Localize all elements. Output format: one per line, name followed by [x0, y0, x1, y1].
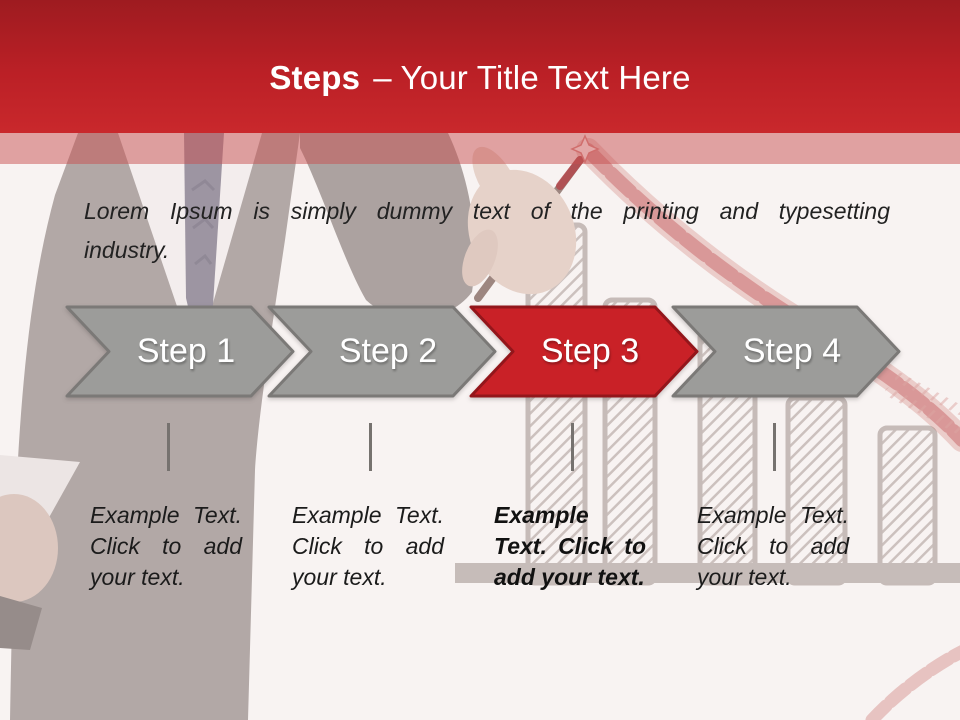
- step-label: Step 2: [338, 332, 438, 370]
- title-emphasis: Steps: [269, 59, 361, 96]
- title-bar: [0, 0, 960, 133]
- intro-text[interactable]: [84, 192, 890, 270]
- step-description-4[interactable]: Example Text. Click to add your text.: [697, 502, 849, 590]
- step-description-1[interactable]: Example Text. Click to add your text.: [90, 502, 242, 590]
- step-chevron-2[interactable]: [267, 305, 497, 398]
- intro-line-2: industry.: [84, 237, 170, 263]
- pink-overlay-band: [0, 133, 960, 164]
- step-label: Step 4: [742, 332, 842, 370]
- slide-title[interactable]: [0, 57, 960, 99]
- step-description-2[interactable]: Example Text. Click to add your text.: [292, 502, 444, 590]
- step-description-3[interactable]: Example Text. Click to add your text.: [494, 502, 646, 590]
- step-chevron-3[interactable]: [469, 305, 699, 398]
- step-label: Step 1: [136, 332, 236, 370]
- step-chevron-1[interactable]: [65, 305, 295, 398]
- title-rest: – Your Title Text Here: [373, 59, 691, 96]
- step-connector-line-4: [773, 423, 776, 471]
- step-label: Step 3: [540, 332, 640, 370]
- step-connector-line-2: [369, 423, 372, 471]
- step-connector-line-3: [571, 423, 574, 471]
- step-connector-line-1: [167, 423, 170, 471]
- step-chevron-4[interactable]: [671, 305, 901, 398]
- intro-line-1: Lorem Ipsum is simply dummy text of the printing and typesetting: [84, 198, 890, 224]
